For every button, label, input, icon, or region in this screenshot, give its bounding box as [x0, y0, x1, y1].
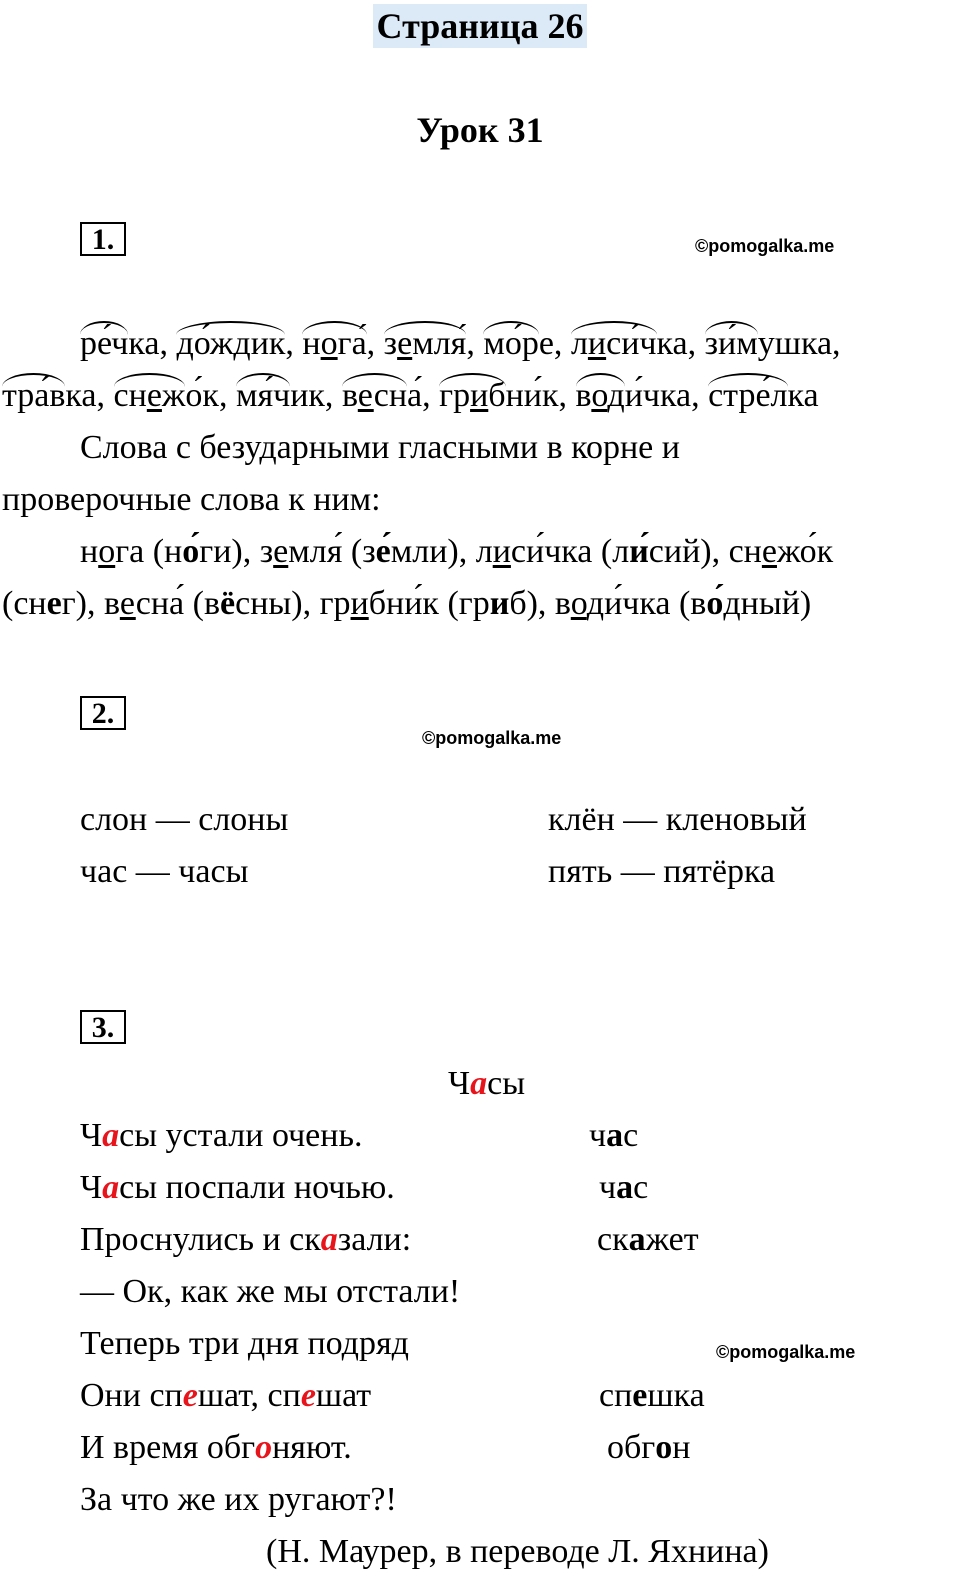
poem-line-3: Проснулись и сказали:: [80, 1221, 412, 1258]
task-1-number: 1.: [80, 222, 126, 256]
poem-author: (Н. Маурер, в переводе Л. Яхнина): [266, 1533, 769, 1570]
task-2-right-2: пять — пятёрка: [548, 853, 776, 890]
word-lisichka: лиси́ч: [570, 325, 657, 362]
word-dozhdik: до́ждик: [176, 325, 286, 362]
check-word-1: час: [589, 1117, 639, 1154]
poem-line-6: Они спешат, спешат: [80, 1377, 372, 1414]
word-vodichka: вод: [575, 377, 625, 414]
word-rechka: ре́ч: [80, 325, 129, 362]
poem-line-5: Теперь три дня подряд: [80, 1325, 409, 1362]
watermark: ©pomogalka.me: [695, 236, 835, 256]
poem-line-1: Часы устали очень.: [80, 1117, 363, 1154]
check-word-5: обгон: [607, 1429, 691, 1466]
word-zemlya: земля́: [383, 325, 467, 362]
task-1-text-2: проверочные слова к ним:: [2, 481, 381, 518]
task-1-text-1: Слова с безударными гласными в корне и: [80, 429, 680, 466]
task-1-words-line-2: тра́вка, снежо́к, мя́чик, весна́, грибни́к, води́чка, стре́лка: [2, 377, 819, 414]
task-1-pairs-line-1: нога (но́ги), земля́ (зе́мли), лиси́чка (ли́сий), снежо́к: [80, 533, 834, 570]
lesson-title: Урок 31: [416, 110, 544, 150]
task-3-number: 3.: [80, 1010, 126, 1044]
poem-line-7: И время обгоняют.: [80, 1429, 352, 1466]
word-myachik: мя́ч: [235, 377, 291, 414]
check-word-2: час: [599, 1169, 649, 1206]
word-snezhok: снеж: [113, 377, 186, 414]
task-1-words-line-1: ре́чка, до́ждик, нога́, земля́, мо́ре, лиси́чка, зи́мушка,: [80, 325, 841, 362]
watermark: ©pomogalka.me: [716, 1342, 856, 1362]
word-strelka: стре́л: [708, 377, 788, 414]
task-1-pairs-line-2: (снег), весна́ (вёсны), грибни́к (гриб), води́чка (во́дный): [2, 585, 812, 622]
poem-line-8: За что же их ругают?!: [80, 1481, 397, 1518]
poem-line-2: Часы поспали ночью.: [80, 1169, 395, 1206]
watermark: ©pomogalka.me: [422, 728, 562, 748]
task-2-left-1: слон — слоны: [80, 801, 289, 838]
check-word-3: скажет: [597, 1221, 699, 1258]
task-2-number: 2.: [80, 696, 126, 730]
task-2-right-1: клён — кленовый: [548, 801, 807, 838]
word-zimushka: зи́м: [704, 325, 758, 362]
word-travka: тра́в: [2, 377, 66, 414]
word-noga: нога́: [302, 325, 367, 362]
word-gribnik: гриб: [439, 377, 506, 414]
page-title-wrap: [0, 4, 960, 48]
check-word-4: спешка: [599, 1377, 705, 1414]
poem-title: Часы: [448, 1065, 526, 1102]
poem-line-4: — Ок, как же мы отстали!: [80, 1273, 461, 1310]
task-2-left-2: час — часы: [80, 853, 249, 890]
word-vesna: весн: [341, 377, 408, 414]
word-more: мо́р: [483, 325, 539, 362]
page-title: Страница 26: [373, 4, 588, 48]
